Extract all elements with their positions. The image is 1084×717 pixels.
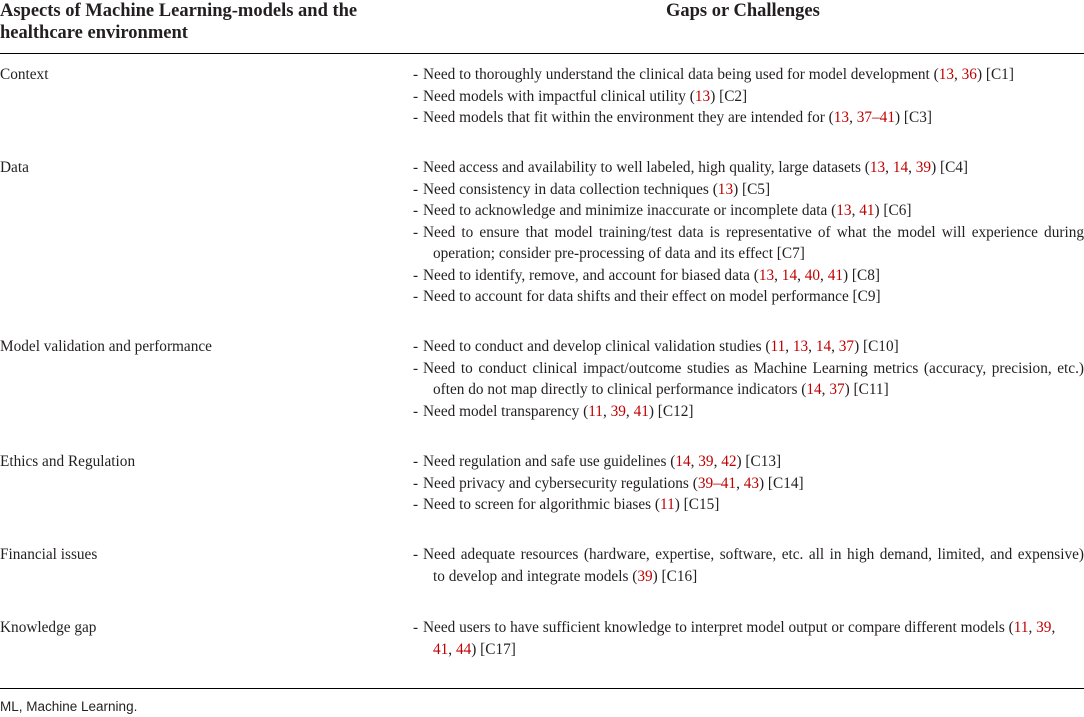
bullet-dash: - <box>413 496 419 513</box>
gaps-list <box>413 451 1084 516</box>
citation-link[interactable]: 41 <box>433 640 449 658</box>
bullet-dash: - <box>413 266 419 284</box>
list-item: - Need consistency in data collection techniques (13) [C5] <box>413 179 1084 201</box>
gaps-list <box>413 544 1084 587</box>
citation-link[interactable]: 39 <box>1036 619 1052 636</box>
citation-link[interactable]: 42 <box>721 453 737 470</box>
citation-link[interactable]: 14 <box>806 381 822 398</box>
bullet-dash: - <box>413 288 419 305</box>
citation-link[interactable]: 13 <box>758 266 775 284</box>
aspect-label: Knowledge gap <box>0 619 97 636</box>
list-item: - Need to acknowledge and minimize inaccurate or incomplete data (13, 41) [C6] <box>413 200 1084 222</box>
item-text: Need models that fit within the environment they are intended for ( <box>423 109 834 126</box>
list-item: - Need adequate resources (hardware, expertise, software, etc. all in high demand, limited, and expensive) to develop and integrate models (39) [C16] <box>413 546 1084 585</box>
gaps-list <box>413 157 1084 308</box>
gaps-list <box>413 64 1084 129</box>
citation-link[interactable]: 39 <box>637 567 653 585</box>
citation-link[interactable]: 14 <box>675 453 691 470</box>
bullet-dash: - <box>413 223 419 241</box>
list-item: - Need to conduct and develop clinical validation studies (11, 13, 14, 37) [C10] <box>413 336 1084 358</box>
bullet-dash: - <box>413 546 419 563</box>
item-text: Need regulation and safe use guidelines ( <box>423 453 676 470</box>
citation-link[interactable]: 36 <box>961 66 977 83</box>
citation-link[interactable]: 11 <box>770 338 786 355</box>
table-bottom-rule <box>0 688 1084 689</box>
citation-link[interactable]: 41 <box>827 266 843 284</box>
bullet-dash: - <box>413 338 419 355</box>
aspect-label: Model validation and performance <box>0 338 212 355</box>
citation-link[interactable]: 40 <box>804 266 821 284</box>
aspect-label: Context <box>0 66 49 83</box>
column-header-aspects <box>0 0 400 44</box>
citation-link[interactable]: 13 <box>717 180 734 198</box>
citation-link[interactable]: 14 <box>892 159 909 176</box>
item-text: Need to account for data shifts and their effect on model performance [C9] <box>423 288 881 305</box>
item-text: Need access and availability to well labeled, high quality, large datasets ( <box>423 159 870 176</box>
bullet-dash: - <box>413 474 419 492</box>
item-text: Need to screen for algorithmic biases ( <box>423 496 661 513</box>
citation-link[interactable]: 41 <box>633 402 649 420</box>
citation-link[interactable]: 13 <box>836 202 852 219</box>
bullet-dash: - <box>413 180 419 198</box>
gaps-list <box>413 617 1084 660</box>
list-item: - Need models with impactful clinical utility (13) [C2] <box>413 86 1084 108</box>
aspect-label: Data <box>0 159 29 176</box>
item-text: Need models with impactful clinical utility ( <box>423 87 695 105</box>
list-item: - Need to conduct clinical impact/outcome studies as Machine Learning metrics (accuracy, precision, etc.) often do not map directly to clinical performance indicators (14, 37) [C11] <box>413 359 1084 398</box>
item-text: Need adequate resources (hardware, expertise, software, etc. all in high demand, limited, and expensive) <box>423 546 1084 563</box>
list-item: - Need to thoroughly understand the clinical data being used for model development (13, 36) [C1] <box>413 64 1084 86</box>
bullet-dash: - <box>413 66 419 83</box>
column-header-aspects-line1: Aspects of Machine Learning-models and the <box>0 1 358 21</box>
bullet-dash: - <box>413 453 419 470</box>
bullet-dash: - <box>413 619 419 636</box>
bullet-dash: - <box>413 202 419 219</box>
bullet-dash: - <box>413 87 419 105</box>
item-text: Need model transparency ( <box>423 402 589 420</box>
item-text: Need to identify, remove, and account for biased data ( <box>423 266 759 284</box>
citation-link[interactable]: 39 <box>915 159 932 176</box>
citation-link[interactable]: 37 <box>838 338 855 355</box>
citation-link[interactable]: 11 <box>1013 619 1029 636</box>
item-text-continued: to develop and integrate models ( <box>433 567 638 585</box>
item-text-continued: often do not map directly to clinical performance indicators ( <box>433 381 807 398</box>
item-text: Need privacy and cybersecurity regulations ( <box>423 474 698 492</box>
citation-link[interactable]: 39 <box>698 453 714 470</box>
list-item: - Need users to have sufficient knowledge to interpret model output or compare different models (11, 39, 41, 44) [C17] <box>413 619 1056 658</box>
citation-link[interactable]: 13 <box>792 338 809 355</box>
column-header-gaps: Gaps or Challenges <box>666 1 820 21</box>
citation-link[interactable]: 13 <box>938 66 954 83</box>
item-text: Need to conduct clinical impact/outcome studies as Machine Learning metrics (accuracy, precision, etc.) <box>423 359 1084 377</box>
list-item: - Need models that fit within the environment they are intended for (13, 37–41) [C3] <box>413 107 1084 129</box>
gaps-list <box>413 336 1084 422</box>
citation-link[interactable]: 14 <box>781 266 798 284</box>
citation-link[interactable]: 39–41 <box>697 474 737 492</box>
citation-link[interactable]: 37 <box>829 381 845 398</box>
citation-link[interactable]: 41 <box>859 202 875 219</box>
list-item: - Need to identify, remove, and account for biased data (13, 14, 40, 41) [C8] <box>413 265 1084 287</box>
citation-link[interactable]: 43 <box>743 474 760 492</box>
bullet-dash: - <box>413 359 419 377</box>
column-header-aspects-line2: healthcare environment <box>0 23 188 43</box>
list-item <box>413 222 1084 265</box>
item-text: Need to ensure that model training/test data is representative of what the model will experience during <box>423 223 1084 241</box>
citation-link[interactable]: 39 <box>610 402 626 420</box>
citation-link[interactable]: 13 <box>694 87 711 105</box>
citation-link[interactable]: 37–41 <box>856 109 895 126</box>
item-text: Need to thoroughly understand the clinical data being used for model development ( <box>423 66 939 83</box>
item-text: Need consistency in data collection techniques ( <box>423 180 718 198</box>
item-text-continued: operation; consider pre-processing of data and its effect [C7] <box>433 245 805 262</box>
citation-link[interactable]: 14 <box>815 338 832 355</box>
bullet-dash: - <box>413 109 419 126</box>
bullet-dash: - <box>413 402 419 420</box>
table-footnote: ML, Machine Learning. <box>0 699 138 714</box>
bullet-dash: - <box>413 159 419 176</box>
citation-link[interactable]: 44 <box>455 640 472 658</box>
list-item: - Need model transparency (11, 39, 41) [C12] <box>413 401 1084 423</box>
list-item: - Need access and availability to well labeled, high quality, large datasets (13, 14, 39) [C4] <box>413 157 1084 179</box>
citation-link[interactable]: 13 <box>833 109 850 126</box>
list-item <box>413 286 1084 308</box>
list-item: - Need privacy and cybersecurity regulations (39–41, 43) [C14] <box>413 473 1084 495</box>
citation-link[interactable]: 13 <box>869 159 886 176</box>
aspect-label: Ethics and Regulation <box>0 453 136 470</box>
citation-link[interactable]: 11 <box>588 402 603 420</box>
citation-link[interactable]: 11 <box>660 496 675 513</box>
item-text: Need users to have sufficient knowledge to interpret model output or compare different models ( <box>423 619 1014 636</box>
list-item: - Need regulation and safe use guidelines (14, 39, 42) [C13] <box>413 451 1084 473</box>
table-top-rule <box>0 53 1084 54</box>
aspect-label: Financial issues <box>0 546 98 563</box>
item-text: Need to conduct and develop clinical validation studies ( <box>423 338 771 355</box>
list-item: - Need to screen for algorithmic biases (11) [C15] <box>413 494 1084 516</box>
item-text: Need to acknowledge and minimize inaccurate or incomplete data ( <box>423 202 837 219</box>
